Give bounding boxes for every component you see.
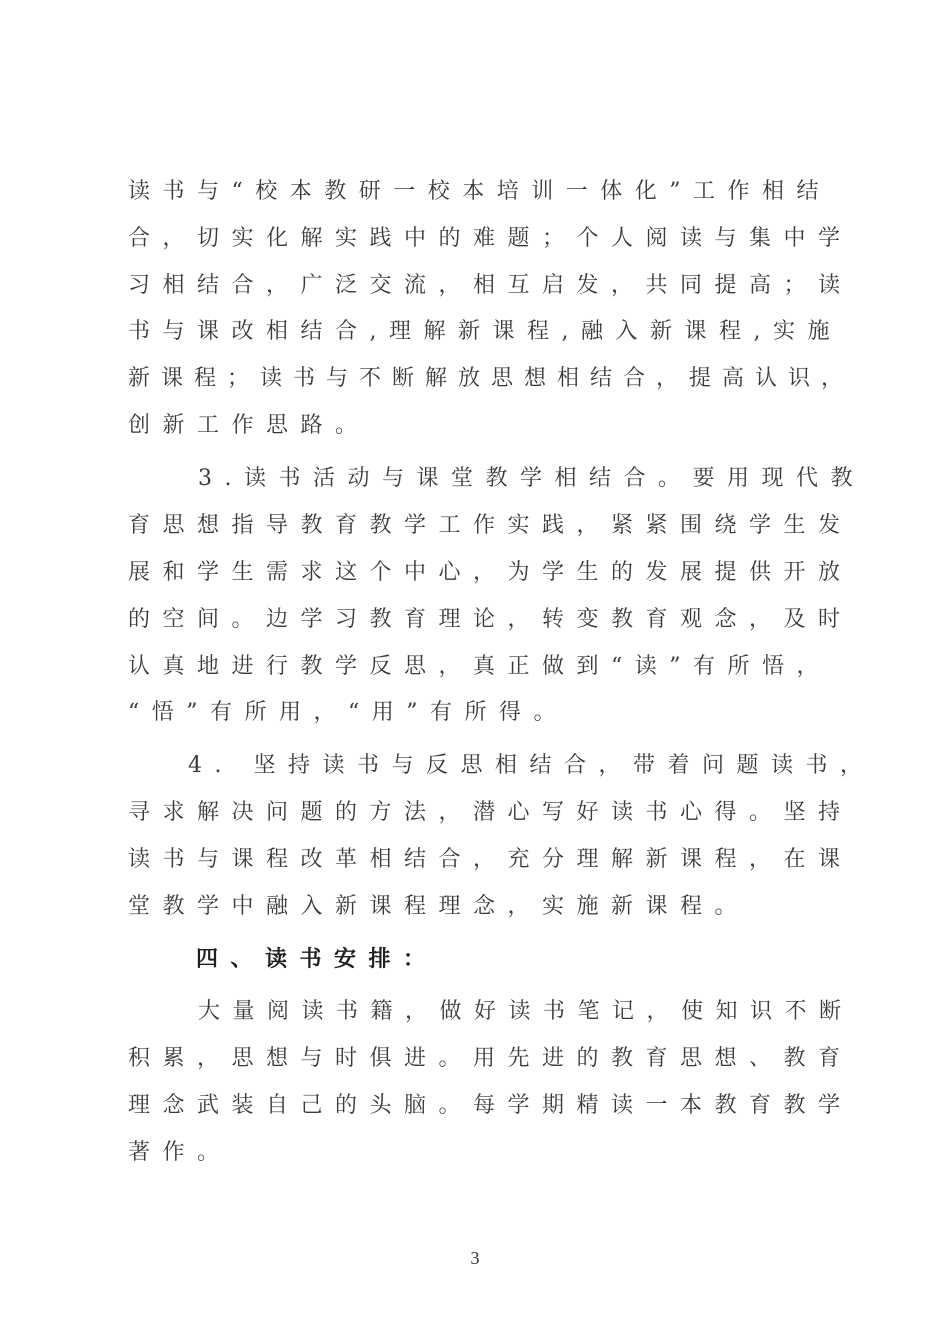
body-line: 读书与“校本教研一校本培训一体化”工作相结 — [128, 179, 831, 204]
body-line: 新课程；读书与不断解放思想相结合，提高认识， — [128, 366, 855, 391]
body-line: 3.读书活动与课堂教学相结合。要用现代教 — [198, 466, 865, 491]
body-line: 大量阅读书籍，做好读书笔记，使知识不断 — [198, 999, 854, 1024]
page-number: 3 — [470, 1248, 480, 1268]
body-line: 著作。 — [128, 1140, 232, 1165]
body-line: 4. 坚持读书与反思相结合，带着问题读书， — [188, 753, 875, 778]
body-line: 书与课改相结合,理解新课程,融入新课程,实施 — [128, 319, 842, 344]
body-line: 育思想指导教育教学工作实践，紧紧围绕学生发 — [128, 513, 853, 538]
body-line: 展和学生需求这个中心，为学生的发展提供开放 — [128, 560, 853, 585]
body-line: 创新工作思路。 — [128, 413, 370, 438]
body-line: 习相结合，广泛交流，相互启发，共同提高；读 — [128, 273, 853, 298]
body-line: 理念武装自己的头脑。每学期精读一本教育教学 — [128, 1093, 853, 1118]
body-line: 积累，思想与时俱进。用先进的教育思想、教育 — [128, 1046, 853, 1071]
body-line: 合，切实化解实践中的难题；个人阅读与集中学 — [128, 226, 853, 251]
body-line: 认真地进行教学反思，真正做到“读”有所悟， — [128, 654, 831, 679]
body-line: “悟”有所用，“用”有所得。 — [128, 700, 568, 725]
section-heading: 四、读书安排： — [196, 947, 438, 972]
body-line: 堂教学中融入新课程理念，实施新课程。 — [128, 894, 750, 919]
body-line: 寻求解决问题的方法，潜心写好读书心得。坚持 — [128, 800, 853, 825]
body-line: 的空间。边学习教育理论，转变教育观念，及时 — [128, 607, 853, 632]
body-line: 读书与课程改革相结合，充分理解新课程，在课 — [128, 847, 853, 872]
